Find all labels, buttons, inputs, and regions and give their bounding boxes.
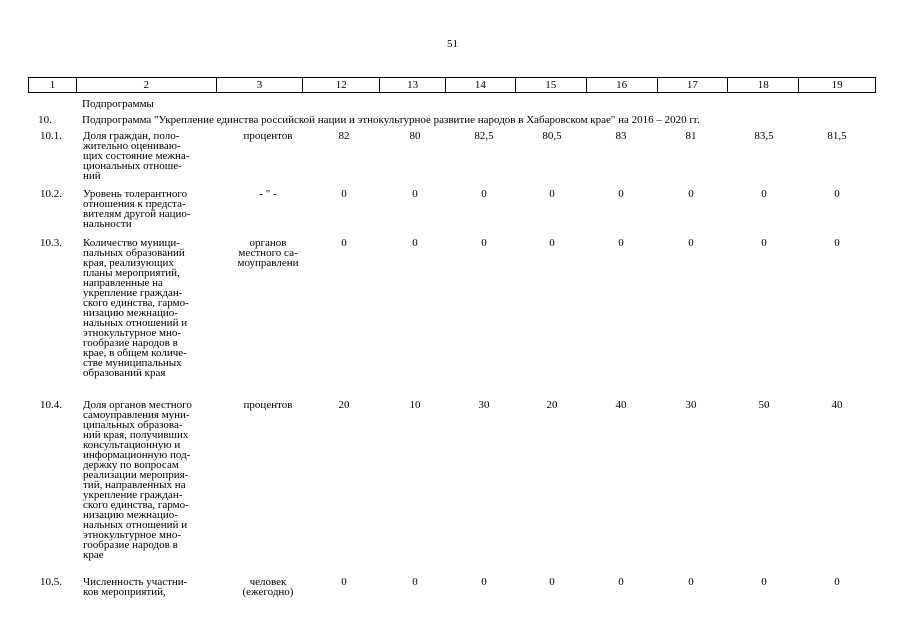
value-cell: 0	[412, 237, 418, 249]
unit-of-measure	[218, 577, 318, 597]
value-cell: 0	[834, 576, 840, 588]
value-cell: 40	[831, 399, 843, 411]
unit-of-measure	[218, 131, 318, 141]
value-cell: 30	[478, 399, 490, 411]
value-cell: 0	[834, 188, 840, 200]
row-number: 10.3.	[40, 237, 62, 249]
indicator-name-line: самоуправления муни-	[83, 409, 190, 421]
indicator-name-line: реализации мероприя-	[83, 469, 189, 481]
indicator-name-line: жительно оцениваю-	[83, 140, 181, 152]
indicator-name-line: низацию межнацио-	[83, 307, 178, 319]
value-cell: 0	[761, 576, 767, 588]
column-header: 1	[29, 78, 77, 92]
indicator-name-line: щих состояние межна-	[83, 150, 190, 162]
unit-line: процентов	[243, 130, 293, 142]
indicator-name-line: направленные на	[83, 277, 163, 289]
value-cell: 0	[761, 188, 767, 200]
indicator-name-line: пальных образований	[83, 247, 185, 259]
unit-of-measure	[218, 189, 318, 199]
indicator-name-line: Доля граждан, поло-	[83, 130, 180, 142]
value-cell: 0	[618, 576, 624, 588]
indicator-name-line: нальных отношений и	[83, 519, 188, 531]
column-header: 17	[658, 78, 729, 92]
value-cell: 0	[688, 237, 694, 249]
value-cell: 40	[615, 399, 627, 411]
indicator-name-line: консультационную и	[83, 439, 181, 451]
unit-of-measure	[218, 238, 318, 268]
value-cell: 0	[688, 188, 694, 200]
value-cell: 0	[761, 237, 767, 249]
indicator-name-line: крае, в общем количе-	[83, 347, 187, 359]
value-cell: 10	[409, 399, 421, 411]
column-header: 15	[516, 78, 587, 92]
value-cell: 20	[338, 399, 350, 411]
column-header: 12	[303, 78, 380, 92]
unit-line: органов	[249, 237, 287, 249]
indicator-name-line: Численность участни-	[83, 576, 188, 588]
unit-line: человек	[249, 576, 287, 588]
value-cell: 0	[341, 188, 347, 200]
indicator-name-line: ний края, получивших	[83, 429, 189, 441]
value-cell: 0	[618, 188, 624, 200]
row-number: 10.5.	[40, 576, 62, 588]
column-header-row	[28, 77, 876, 93]
row-number: 10.2.	[40, 188, 62, 200]
unit-line: (ежегодно)	[242, 586, 294, 598]
indicator-name-line: ний	[83, 170, 101, 182]
value-cell: 0	[481, 237, 487, 249]
indicator-name-line: этнокультурное мно-	[83, 529, 182, 541]
value-cell: 0	[549, 576, 555, 588]
indicator-name-line: отношения к предста-	[83, 198, 186, 210]
subprogram-heading	[28, 114, 888, 126]
value-cell: 0	[341, 576, 347, 588]
indicator-name-line: низацию межнацио-	[83, 509, 178, 521]
column-header: 16	[587, 78, 658, 92]
indicator-name-line: стве муниципальных	[83, 357, 182, 369]
row-number: 10.4.	[40, 399, 62, 411]
value-cell: 50	[758, 399, 770, 411]
indicator-name-line: этнокультурное мно-	[83, 327, 182, 339]
column-header: 14	[446, 78, 516, 92]
value-cell: 83,5	[754, 130, 774, 142]
value-cell: 80,5	[542, 130, 562, 142]
value-cell: 0	[412, 188, 418, 200]
indicator-name-line: нальности	[83, 218, 132, 230]
value-cell: 0	[412, 576, 418, 588]
column-header: 2	[77, 78, 217, 92]
indicator-name-line: планы мероприятий,	[83, 267, 180, 279]
indicator-name-line: Доля органов местного	[83, 399, 192, 411]
subprogram-title: Подпрограмма "Укрепление единства российской нации и этнокультурное развитие народов в Хабаровском крае" на 2016 – 2020 гг.	[82, 114, 700, 126]
unit-line: процентов	[243, 399, 293, 411]
indicator-name	[83, 577, 218, 597]
indicator-name-line: ского единства, гармо-	[83, 499, 189, 511]
indicator-name-line: ского единства, гармо-	[83, 297, 189, 309]
indicator-name-line: держку по вопросам	[83, 459, 179, 471]
column-header: 19	[831, 79, 843, 91]
indicator-name-line: ципальных образова-	[83, 419, 183, 431]
value-cell: 30	[685, 399, 697, 411]
value-cell: 0	[549, 188, 555, 200]
indicator-name-line: образований края	[83, 367, 166, 379]
page-number: 51	[447, 38, 458, 50]
indicator-name-line: крае	[83, 549, 104, 561]
indicator-name-line: циональных отноше-	[83, 160, 182, 172]
value-cell: 81,5	[827, 130, 847, 142]
column-header: 18	[728, 78, 799, 92]
value-cell: 0	[549, 237, 555, 249]
value-cell: 82	[338, 130, 350, 142]
indicator-name-line: информационную под-	[83, 449, 191, 461]
value-cell: 0	[834, 237, 840, 249]
indicator-name-line: укрепление граждан-	[83, 287, 183, 299]
value-cell: 0	[481, 188, 487, 200]
value-cell: 80	[409, 130, 421, 142]
subprogram-number: 10.	[38, 114, 52, 126]
unit-of-measure	[218, 400, 318, 410]
value-cell: 0	[618, 237, 624, 249]
indicator-name-line: ков мероприятий,	[83, 586, 166, 598]
indicator-name	[83, 189, 218, 229]
indicator-name-line: Уровень толерантного	[83, 188, 188, 200]
column-header: 3	[217, 78, 304, 92]
indicator-name-line: Количество муници-	[83, 237, 180, 249]
indicator-name	[83, 400, 218, 560]
value-cell: 82,5	[474, 130, 494, 142]
value-cell: 0	[688, 576, 694, 588]
unit-line: моуправлени	[237, 257, 299, 269]
value-cell: 0	[341, 237, 347, 249]
value-cell: 81	[685, 130, 697, 142]
column-header: 13	[380, 78, 446, 92]
unit-line: - " -	[259, 188, 277, 200]
value-cell: 83	[615, 130, 627, 142]
indicator-name-line: гообразие народов в	[83, 337, 178, 349]
indicator-name-line: укрепление граждан-	[83, 489, 183, 501]
row-number: 10.1.	[40, 130, 62, 142]
indicator-name-line: нальных отношений и	[83, 317, 188, 329]
indicator-name-line: гообразие народов в	[83, 539, 178, 551]
indicator-name	[83, 131, 218, 181]
indicator-name-line: тий, направленных на	[83, 479, 186, 491]
value-cell: 0	[481, 576, 487, 588]
unit-line: местного са-	[238, 247, 298, 259]
section-label: Подпрограммы	[82, 98, 154, 110]
indicator-name-line: вителям другой нацио-	[83, 208, 191, 220]
indicator-name	[83, 238, 218, 378]
indicator-name-line: края, реализующих	[83, 257, 174, 269]
value-cell: 20	[546, 399, 558, 411]
